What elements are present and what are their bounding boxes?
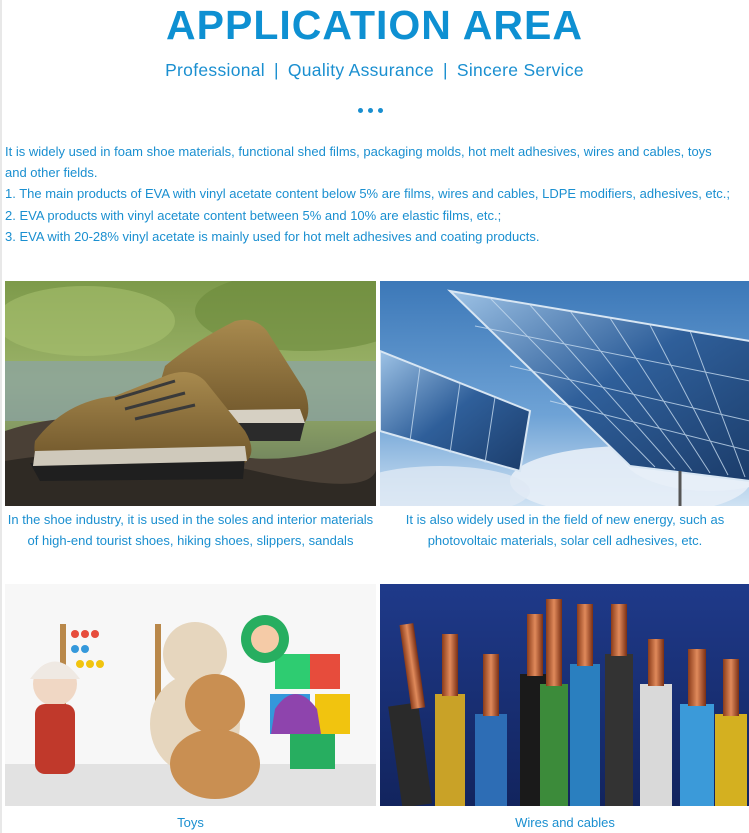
page-title: APPLICATION AREA [166, 2, 583, 48]
subtitle-professional: Professional [165, 60, 265, 80]
toys-photo [5, 584, 376, 806]
solar-panels-photo [380, 281, 749, 506]
hiking-shoes-photo [5, 281, 376, 506]
subtitle-bar [0, 60, 749, 81]
application-card-wires [380, 584, 749, 833]
wires-cables-photo [380, 584, 749, 806]
subtitle-sincere-service: Sincere Service [456, 60, 584, 80]
subtitle-separator: | [273, 60, 279, 80]
caption-wires: Wires and cables [515, 815, 615, 830]
caption-solar: It is also widely used in the field of new energy, such as photovoltaic materials, solar cell adhesives, etc. [405, 512, 725, 548]
intro-paragraph: It is widely used in foam shoe materials, functional shed films, packaging molds, hot melt adhesives, wires and cables, toys and other fields. [5, 144, 712, 181]
caption-toys: Toys [177, 815, 204, 830]
intro-item-3: 3. EVA with 20-28% vinyl acetate is mainly used for hot melt adhesives and coating products. [5, 228, 540, 244]
application-card-shoes [5, 281, 376, 571]
ellipsis-dots-icon [358, 108, 383, 113]
intro-text [5, 141, 735, 247]
caption-shoes: In the shoe industry, it is used in the soles and interior materials of high-end tourist shoes, hiking shoes, slippers, sandals [7, 512, 374, 548]
application-card-solar [380, 281, 749, 571]
subtitle-quality-assurance: Quality Assurance [287, 60, 434, 80]
intro-item-2: 2. EVA products with vinyl acetate content between 5% and 10% are elastic films, etc.; [5, 207, 502, 223]
intro-item-1: 1. The main products of EVA with vinyl acetate content below 5% are films, wires and cables, LDPE modifiers, adhesives, etc.; [5, 186, 730, 202]
application-card-toys [5, 584, 376, 833]
subtitle-separator: | [443, 60, 448, 80]
left-border [0, 0, 2, 833]
